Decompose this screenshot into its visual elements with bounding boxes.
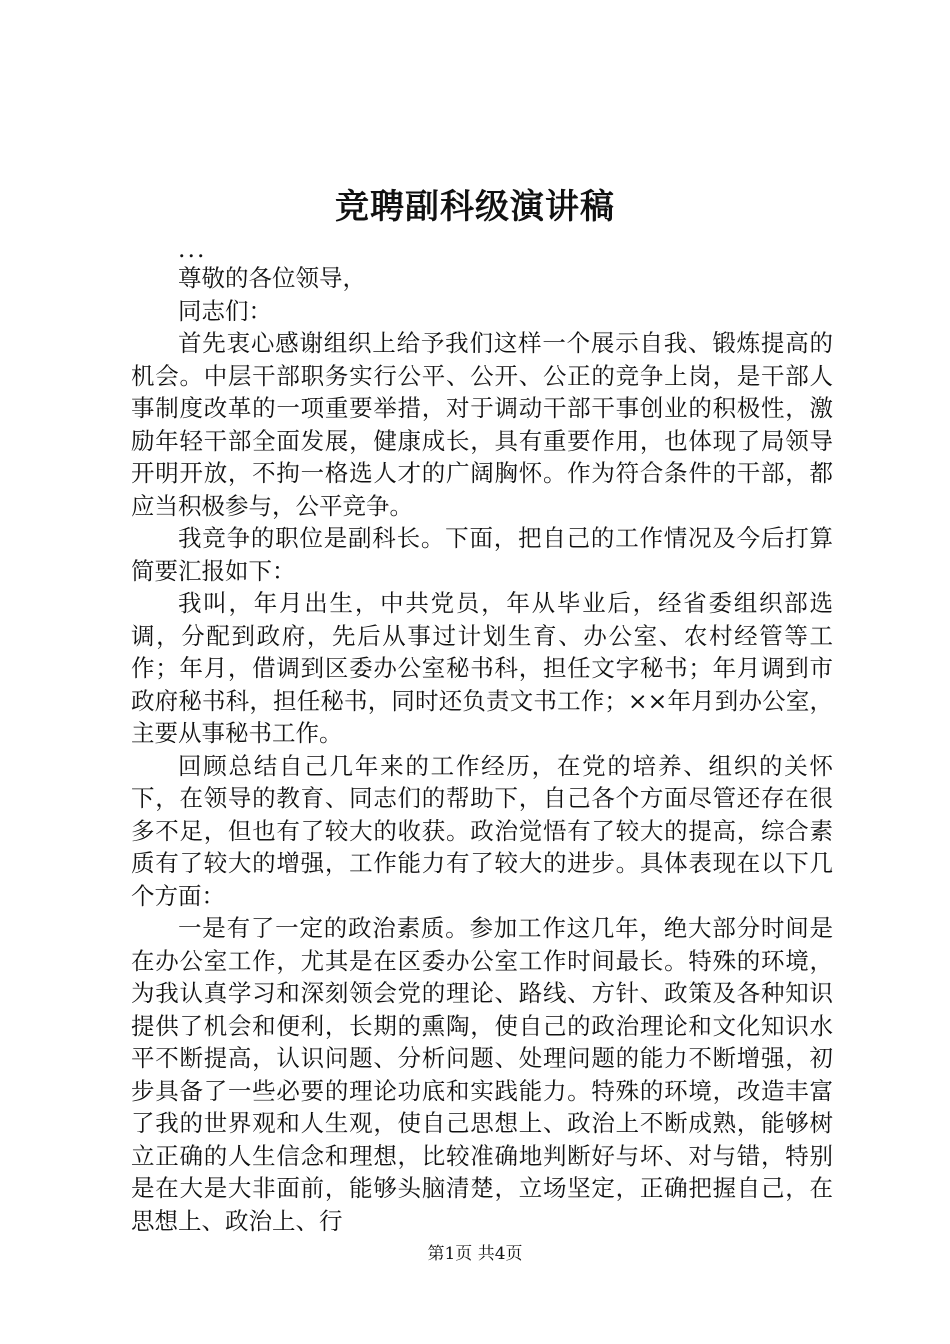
salutation-line: 尊敬的各位领导， — [178, 264, 366, 292]
document-body — [131, 236, 833, 1237]
ellipsis-line: ... — [178, 235, 207, 263]
salutation-line: 同志们： — [178, 296, 272, 325]
body-paragraph: 一是有了一定的政治素质。参加工作这几年，绝大部分时间是在办公室工作，尤其是在区委办公室工作时间最长。特殊的环境，为我认真学习和深刻领会党的理论、路线、方针、政策及各种知识提供了机会和便利，长期的熏陶，使自己的政治理论和文化知识水平不断提高，认识问题、分析问题、处理问题的能力不断增强，初步具备了一些必要的理论功底和实践能力。特殊的环境，改造丰富了我的世界观和人生观，使自己思想上、政治上不断成熟，能够树立正确的人生信念和理想，比较准确地判断好与坏、对与错，特别是在大是大非面前，能够头脑清楚，立场坚定，正确把握自己，在思想上、政治上、行 — [131, 914, 833, 1235]
body-paragraph: 回顾总结自己几年来的工作经历，在党的培养、组织的关怀下，在领导的教育、同志们的帮助下，自己各个方面尽管还存在很多不足，但也有了较大的收获。政治觉悟有了较大的提高，综合素质有了较大的增强，工作能力有了较大的进步。具体表现在以下几个方面： — [131, 751, 833, 910]
body-paragraph: 我叫，年月出生，中共党员，年从毕业后，经省委组织部选调，分配到政府，先后从事过计划生育、办公室、农村经管等工作；年月，借调到区委办公室秘书科，担任文字秘书；年月调到市政府秘书科，担任秘书，同时还负责文书工作；××年月到办公室，主要从事秘书工作。 — [131, 589, 833, 747]
body-paragraph: 首先衷心感谢组织上给予我们这样一个展示自我、锻炼提高的机会。中层干部职务实行公平、公开、公正的竞争上岗，是干部人事制度改革的一项重要举措，对于调动干部干事创业的积极性，激励年轻干部全面发展，健康成长，具有重要作用，也体现了局领导开明开放，不拘一格选人才的广阔胸怀。作为符合条件的干部，都应当积极参与，公平竞争。 — [131, 329, 833, 520]
body-paragraph: 我竞争的职位是副科长。下面，把自己的工作情况及今后打算简要汇报如下： — [131, 524, 833, 585]
document-title: 竞聘副科级演讲稿 — [335, 187, 615, 227]
page-number-footer: 第1页 共4页 — [427, 1244, 523, 1264]
